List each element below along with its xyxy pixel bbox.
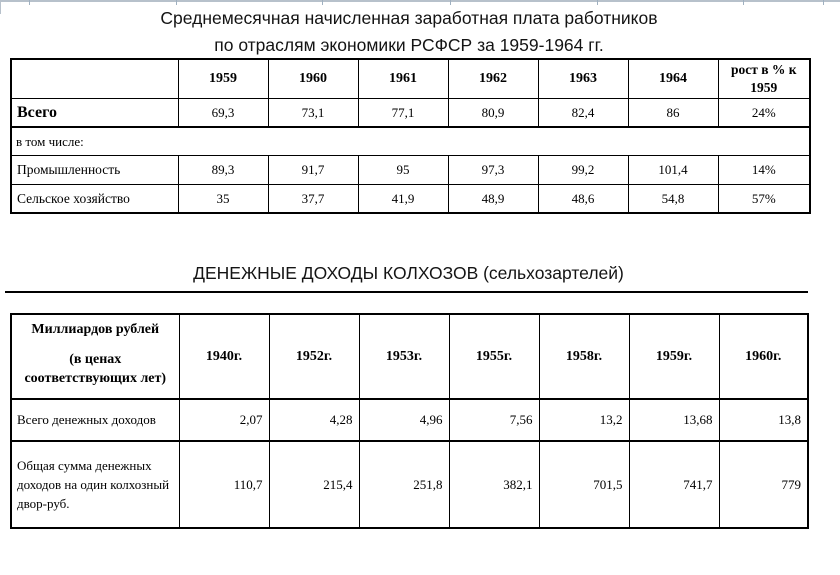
unit-gap (18, 339, 173, 350)
income-table (10, 313, 809, 529)
cell-value: 13,2 (539, 399, 629, 441)
cell-value: 73,1 (268, 99, 358, 128)
cell-value: 110,7 (179, 441, 269, 528)
cell-value: 48,6 (538, 185, 628, 214)
header-cell-1961: 1961 (358, 59, 448, 99)
cell-value: 99,2 (538, 156, 628, 185)
gridline-tick (823, 0, 824, 5)
header-cell-1960: 1960 (268, 59, 358, 99)
wages-row-total (11, 99, 810, 128)
header-cell-growth: рост в % к 1959 (718, 59, 810, 99)
cell-value: 741,7 (629, 441, 719, 528)
cell-value: 82,4 (538, 99, 628, 128)
cell-value: 13,68 (629, 399, 719, 441)
unit-line2: (в ценах (69, 352, 122, 367)
income-table-title: ДЕНЕЖНЫЕ ДОХОДЫ КОЛХОЗОВ (сельхозартелей) (193, 263, 624, 283)
header-cell-1940: 1940г. (179, 314, 269, 399)
cell-value: 382,1 (449, 441, 539, 528)
header-cell-1962: 1962 (448, 59, 538, 99)
cell-value: 14% (718, 156, 810, 185)
cell-value: 701,5 (539, 441, 629, 528)
cell-value: 215,4 (269, 441, 359, 528)
header-cell-1959: 1959 (178, 59, 268, 99)
cell-value: 54,8 (628, 185, 718, 214)
header-cell-1960: 1960г. (719, 314, 808, 399)
cell-value: 89,3 (178, 156, 268, 185)
cell-value: 57% (718, 185, 810, 214)
unit-line3: соответствующих лет) (24, 371, 167, 386)
wages-title-line2: по отраслям экономики РСФСР за 1959-1964 гг. (214, 35, 604, 55)
income-header-row (11, 314, 808, 399)
gridline-strip (0, 0, 840, 2)
wages-table-title (0, 5, 818, 59)
cell-value: 101,4 (628, 156, 718, 185)
row-label-per-household: Общая сумма денежных доходов на один колхозный двор-руб. (11, 441, 179, 528)
header-cell-empty (11, 59, 178, 99)
header-cell-1953: 1953г. (359, 314, 449, 399)
cell-value: 48,9 (448, 185, 538, 214)
wages-title-line1: Среднемесячная начисленная заработная плата работников (160, 8, 658, 28)
income-row-total (11, 399, 808, 441)
header-cell-1964: 1964 (628, 59, 718, 99)
cell-value: 779 (719, 441, 808, 528)
cell-value: 7,56 (449, 399, 539, 441)
row-label-total: Всего (11, 99, 178, 128)
row-label-industry: Промышленность (11, 156, 178, 185)
cell-value: 251,8 (359, 441, 449, 528)
cell-value: 4,96 (359, 399, 449, 441)
header-cell-1955: 1955г. (449, 314, 539, 399)
cell-value: 77,1 (358, 99, 448, 128)
wages-row-including (11, 127, 810, 156)
cell-value: 97,3 (448, 156, 538, 185)
wages-row-agriculture (11, 185, 810, 214)
wages-header-row (11, 59, 810, 99)
cell-value: 91,7 (268, 156, 358, 185)
cell-value: 69,3 (178, 99, 268, 128)
row-label-agriculture: Сельское хозяйство (11, 185, 178, 214)
header-cell-1952: 1952г. (269, 314, 359, 399)
header-cell-1958: 1958г. (539, 314, 629, 399)
cell-value: 4,28 (269, 399, 359, 441)
header-cell-units (11, 314, 179, 399)
header-cell-1959: 1959г. (629, 314, 719, 399)
cell-value: 80,9 (448, 99, 538, 128)
income-row-per-household (11, 441, 808, 528)
cell-value: 86 (628, 99, 718, 128)
cell-value: 13,8 (719, 399, 808, 441)
header-cell-1963: 1963 (538, 59, 628, 99)
cell-value: 2,07 (179, 399, 269, 441)
cell-value: 95 (358, 156, 448, 185)
wages-row-industry (11, 156, 810, 185)
row-label-total-income: Всего денежных доходов (11, 399, 179, 441)
cell-value: 37,7 (268, 185, 358, 214)
horizontal-rule (5, 291, 808, 293)
unit-line1: Миллиардов рублей (31, 322, 160, 337)
wages-table (10, 58, 811, 214)
cell-value: 41,9 (358, 185, 448, 214)
row-label-including: в том числе: (11, 127, 810, 156)
cell-value: 24% (718, 99, 810, 128)
cell-value: 35 (178, 185, 268, 214)
